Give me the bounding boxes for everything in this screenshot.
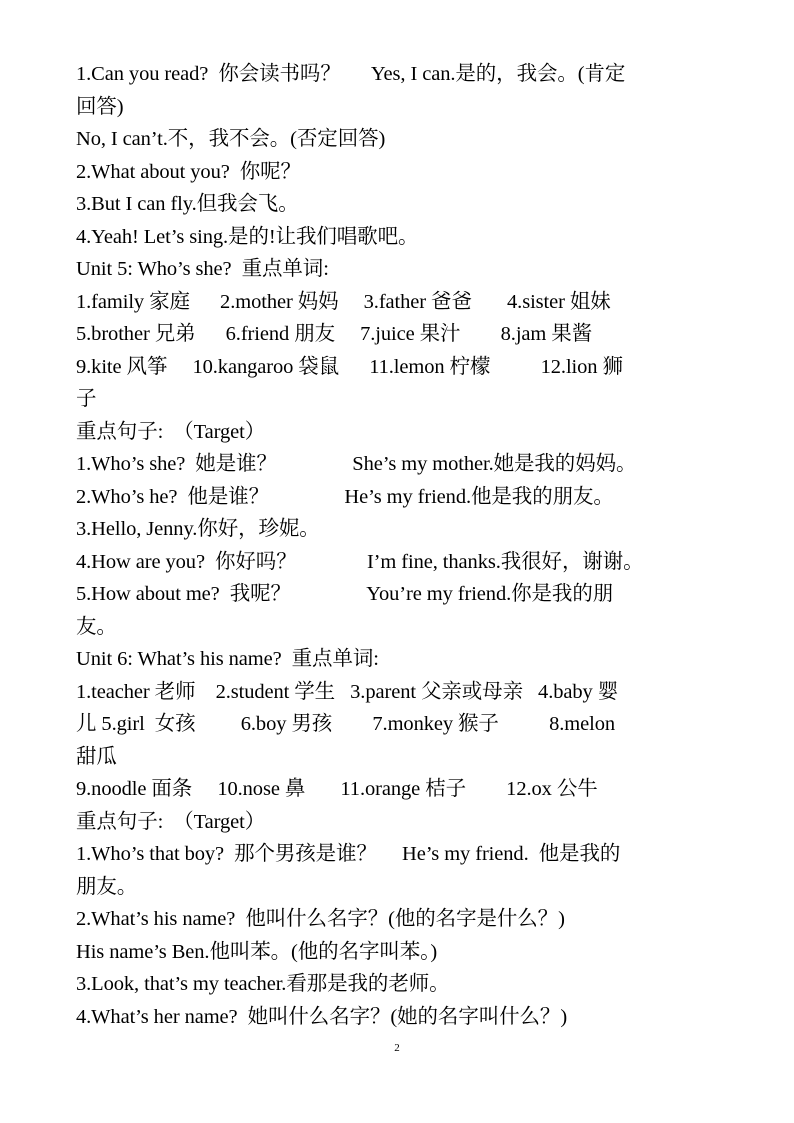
vocab-line: 5.brother 兄弟 6.friend 朋友 7.juice 果汁 8.jam 果酱	[76, 323, 593, 345]
sentence-line: 3.Hello, Jenny.你好，珍妮。	[76, 518, 320, 540]
text-line: 4.Yeah! Let’s sing.是的!让我们唱歌吧。	[76, 225, 419, 248]
sentence-line: His name’s Ben.他叫苯。(他的名字叫苯。)	[76, 940, 438, 963]
vocab-line: 1.family 家庭 2.mother 妈妈 3.father 爸爸 4.sister 姐妹	[76, 290, 611, 313]
sentence-line: 2.Who’s he? 他是谁？ He’s my friend.他是我的朋友。	[76, 485, 614, 508]
vocab-line: 9.noodle 面条 10.nose 鼻 11.orange 桔子 12.ox 公牛	[76, 778, 598, 800]
sentence-line: 朋友。	[76, 875, 138, 898]
vocab-line: 儿 5.girl 女孩 6.boy 男孩 7.monkey 猴子 8.melon	[76, 713, 616, 735]
text-line: 回答)	[76, 95, 124, 118]
sentence-line: 5.How about me? 我呢？ You’re my friend.你是我的朋	[76, 583, 614, 605]
text-line: 1.Can you read? 你会读书吗？ Yes, I can.是的，我会。(肯定	[76, 63, 626, 85]
sentence-line: 2.What’s his name? 他叫什么名字？(他的名字是什么？)	[76, 908, 565, 930]
target-heading: 重点句子: （Target）	[76, 810, 266, 833]
target-heading: 重点句子: （Target）	[76, 420, 266, 443]
text-line: 2.What about you? 你呢？	[76, 160, 301, 183]
text-line: No, I can’t.不，我不会。(否定回答)	[76, 128, 386, 150]
sentence-line: 1.Who’s that boy? 那个男孩是谁？ He’s my friend. 他是我的	[76, 843, 621, 865]
sentence-line: 1.Who’s she? 她是谁？ She’s my mother.她是我的妈妈。	[76, 453, 637, 475]
page-number: 2	[394, 1042, 400, 1054]
text-line: 3.But I can fly.但我会飞。	[76, 193, 299, 215]
vocab-line: 1.teacher 老师 2.student 学生 3.parent 父亲或母亲 4.baby 婴	[76, 680, 619, 703]
vocab-line: 子	[76, 388, 97, 410]
unit-5-heading: Unit 5: Who’s she? 重点单词:	[76, 258, 329, 280]
sentence-line: 3.Look, that’s my teacher.看那是我的老师。	[76, 973, 450, 995]
sentence-line: 4.How are you? 你好吗？ I’m fine, thanks.我很好，谢谢。	[76, 550, 644, 573]
document-body	[76, 58, 728, 1033]
vocab-line: 甜瓜	[76, 745, 117, 768]
unit-6-heading: Unit 6: What’s his name? 重点单词:	[76, 648, 379, 670]
vocab-line: 9.kite 风筝 10.kangaroo 袋鼠 11.lemon 柠檬 12.lion 狮	[76, 355, 623, 378]
sentence-line: 4.What’s her name? 她叫什么名字？(她的名字叫什么？)	[76, 1005, 568, 1028]
sentence-line: 友。	[76, 615, 117, 638]
